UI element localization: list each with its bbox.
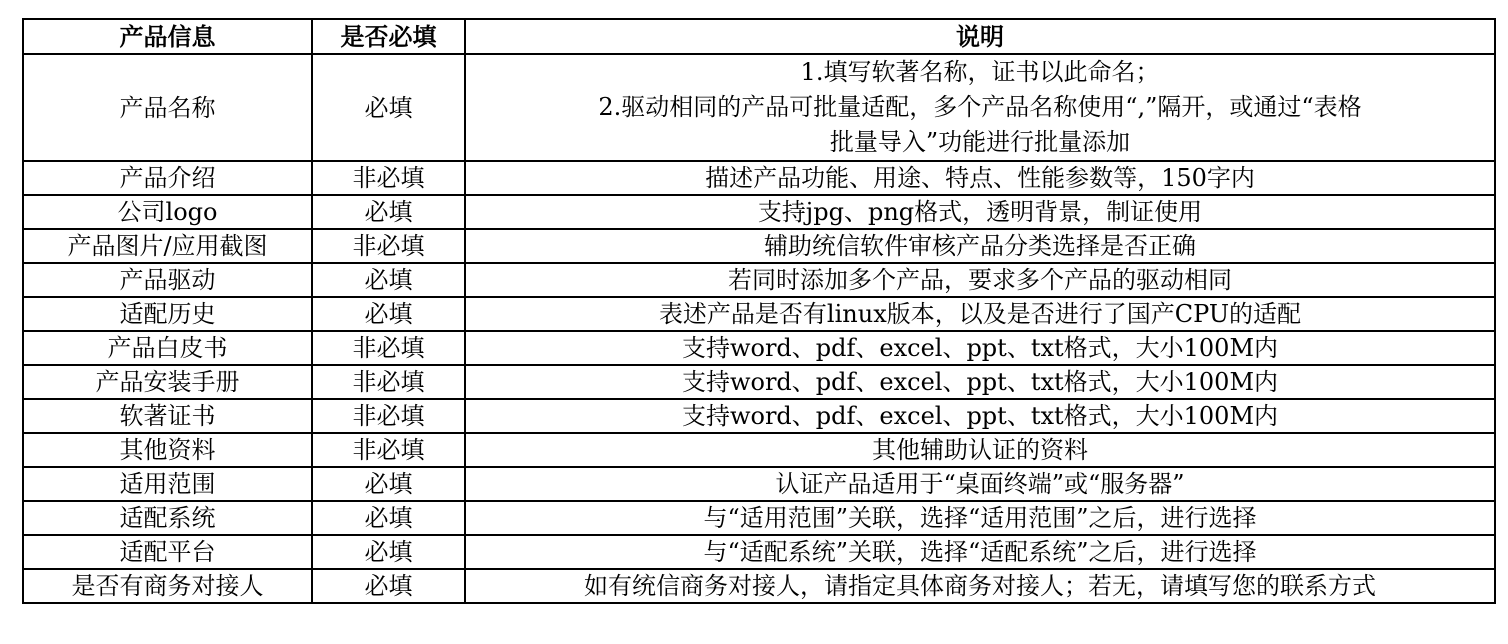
field-cell: 产品白皮书 (23, 331, 312, 365)
field-cell: 适配系统 (23, 501, 312, 535)
required-cell: 必填 (312, 263, 465, 297)
description-cell: 其他辅助认证的资料 (465, 433, 1495, 467)
table-row (23, 365, 1495, 399)
table-row (23, 467, 1495, 501)
required-cell: 必填 (312, 297, 465, 331)
description-cell (465, 54, 1495, 161)
table-row (23, 501, 1495, 535)
table-row (23, 54, 1495, 161)
field-cell: 产品图片/应用截图 (23, 229, 312, 263)
required-cell: 非必填 (312, 331, 465, 365)
field-cell: 软著证书 (23, 399, 312, 433)
field-cell: 适用范围 (23, 467, 312, 501)
description-cell: 表述产品是否有linux版本，以及是否进行了国产CPU的适配 (465, 297, 1495, 331)
header-row (23, 19, 1495, 54)
description-line: 1.填写软著名称，证书以此命名； (800, 58, 1160, 86)
description-cell: 描述产品功能、用途、特点、性能参数等，150字内 (465, 161, 1495, 195)
required-cell: 必填 (312, 195, 465, 229)
field-cell: 产品介绍 (23, 161, 312, 195)
required-cell: 必填 (312, 535, 465, 569)
table-row (23, 195, 1495, 229)
table-row (23, 433, 1495, 467)
required-cell: 必填 (312, 467, 465, 501)
field-cell: 产品安装手册 (23, 365, 312, 399)
table-row (23, 229, 1495, 263)
description-cell: 与“适配系统”关联，选择“适配系统”之后，进行选择 (465, 535, 1495, 569)
table-row (23, 263, 1495, 297)
required-cell: 非必填 (312, 399, 465, 433)
field-cell: 适配历史 (23, 297, 312, 331)
description-cell: 若同时添加多个产品，要求多个产品的驱动相同 (465, 263, 1495, 297)
product-info-table (22, 18, 1496, 604)
required-cell: 必填 (312, 569, 465, 603)
description-line: 批量导入”功能进行批量添加 (829, 128, 1131, 156)
field-cell: 其他资料 (23, 433, 312, 467)
description-cell: 支持word、pdf、excel、ppt、txt格式，大小100M内 (465, 365, 1495, 399)
header-required: 是否必填 (312, 19, 465, 54)
description-cell: 与“适用范围”关联，选择“适用范围”之后，进行选择 (465, 501, 1495, 535)
field-cell: 适配平台 (23, 535, 312, 569)
description-cell: 支持jpg、png格式，透明背景，制证使用 (465, 195, 1495, 229)
field-cell: 产品名称 (23, 54, 312, 161)
table-row (23, 399, 1495, 433)
description-cell: 支持word、pdf、excel、ppt、txt格式，大小100M内 (465, 399, 1495, 433)
field-cell: 产品驱动 (23, 263, 312, 297)
required-cell: 非必填 (312, 365, 465, 399)
description-cell: 如有统信商务对接人，请指定具体商务对接人；若无，请填写您的联系方式 (465, 569, 1495, 603)
description-cell: 支持word、pdf、excel、ppt、txt格式，大小100M内 (465, 331, 1495, 365)
required-cell: 必填 (312, 54, 465, 161)
table-row (23, 297, 1495, 331)
table-row (23, 161, 1495, 195)
table-row (23, 331, 1495, 365)
header-description: 说明 (465, 19, 1495, 54)
description-line: 2.驱动相同的产品可批量适配，多个产品名称使用“,”隔开，或通过“表格 (598, 93, 1362, 121)
field-cell: 是否有商务对接人 (23, 569, 312, 603)
required-cell: 非必填 (312, 433, 465, 467)
required-cell: 必填 (312, 501, 465, 535)
required-cell: 非必填 (312, 161, 465, 195)
description-cell: 认证产品适用于“桌面终端”或“服务器” (465, 467, 1495, 501)
field-cell: 公司logo (23, 195, 312, 229)
table-row (23, 535, 1495, 569)
table-row (23, 569, 1495, 603)
description-cell: 辅助统信软件审核产品分类选择是否正确 (465, 229, 1495, 263)
header-product-info: 产品信息 (23, 19, 312, 54)
required-cell: 非必填 (312, 229, 465, 263)
